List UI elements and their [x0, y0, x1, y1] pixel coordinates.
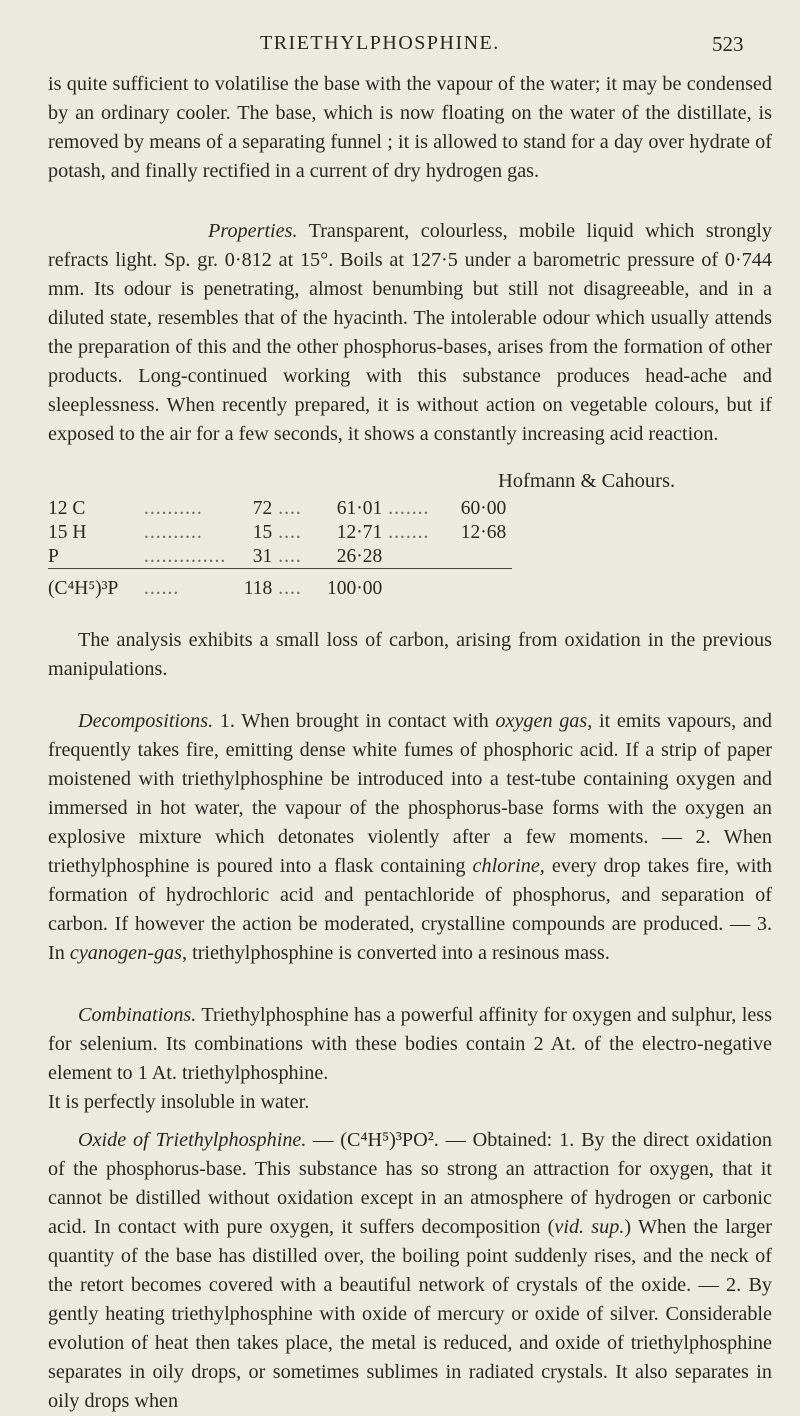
paragraph-properties	[48, 217, 772, 449]
paragraph-preparation: is quite sufficient to volatilise the base with the vapour of the water; it may be condensed by an ordinary cooler. The base, which is now floating on the water of the distillate, is removed by means of a separating funnel ; it is allowed to stand for a day over hydrate of potash, and finally rectified in a current of dry hydrogen gas.	[48, 73, 772, 182]
analysis-total-row	[48, 569, 512, 601]
section-heading-oxide: Oxide of Triethylphosphine.	[78, 1129, 307, 1151]
analysis-table	[48, 496, 512, 600]
page-number: 523	[712, 32, 744, 56]
analysis-row	[48, 496, 512, 520]
leader-dots: ....	[278, 546, 302, 567]
total-percent: 100·00	[312, 569, 388, 601]
found-percent: 60·00	[460, 498, 507, 519]
paragraph-oxide	[48, 1126, 772, 1416]
analysis-row	[48, 520, 512, 544]
leader-dots: .......	[388, 522, 430, 543]
running-head: TRIETHYLPHOSPHINE.	[260, 32, 500, 54]
paragraph-combinations	[48, 1001, 772, 1117]
leader-dots: ....	[278, 522, 302, 543]
atomic-weight: 72	[252, 498, 273, 519]
element: 12 C	[48, 498, 86, 519]
element: P	[48, 546, 59, 567]
page-header	[0, 32, 800, 58]
combinations-text: Triethylphosphine has a powerful affinity for oxygen and sulphur, less for selenium. Its combinations with these bodies contain 2 At. of the electro-negative element to 1 At. triethylphosphine.	[48, 1004, 772, 1084]
empty-cell	[446, 569, 512, 601]
combinations-insoluble-line: It is perfectly insoluble in water.	[48, 1091, 310, 1113]
term-vid-sup: vid. sup.	[554, 1216, 625, 1238]
decompositions-text: , it emits vapours, and frequently takes fire, emitting dense white fumes of phosphoric acid. If a strip of paper moistened with triethylphosphine be introduced into a test-tube containing oxygen and immersed in hot water, the vapour of the phosphorus-base forms with the oxygen an explosive mixture which detonates violently after a few moments. — 2. When triethylphosphine is poured into a flask containing	[48, 710, 772, 877]
calculated-percent: 12·71	[336, 522, 383, 543]
leader-dots: ..........	[144, 522, 203, 543]
paragraph-analysis-note: The analysis exhibits a small loss of carbon, arising from oxidation in the previous manipulations.	[48, 629, 772, 680]
atomic-weight: 15	[252, 522, 273, 543]
term-chlorine: chlorine	[472, 855, 540, 877]
section-heading-properties: Properties.	[208, 220, 298, 242]
atomic-weight: 31	[252, 546, 273, 567]
decompositions-text: , triethylphosphine is converted into a resinous mass.	[182, 942, 610, 964]
analysis-row	[48, 544, 512, 569]
leader-dots	[388, 544, 446, 569]
calculated-percent: 61·01	[336, 498, 383, 519]
decompositions-text: , every drop takes fire, with formation of hydrochloric acid and pentachloride of phosphorus, and separation of carbon. If however the action be moderated, crystalline compounds are produced. — 3. In	[48, 855, 773, 964]
leader-dots: ..........	[144, 498, 203, 519]
term-oxygen-gas: oxygen gas	[495, 710, 588, 732]
oxide-text: — (C⁴H⁵)³PO². — Obtained: 1. By the direct oxidation of the phosphorus-base. This substance has so strong an attraction for oxygen, that it cannot be distilled without oxidation except in an atmosphere of hydrogen or carbonic acid. In contact with pure oxygen, it suffers decomposition (	[48, 1129, 773, 1238]
oxide-text: ) When the larger quantity of the base has distilled over, the boiling point suddenly rises, and the neck of the retort becomes covered with a beautiful network of crystals of the oxide. — 2. By gently heating triethylphosphine with oxide of mercury or oxide of silver. Considerable evolution of heat then takes place, the metal is reduced, and oxide of triethylphosphine separates in oily drops, or sometimes sublimes in radiated crystals. It also separates in oily drops when	[48, 1216, 772, 1412]
term-cyanogen-gas: cyanogen-gas	[69, 942, 182, 964]
calculated-percent: 26·28	[336, 546, 383, 567]
paragraph-decompositions	[48, 707, 772, 968]
leader-dots: .......	[388, 498, 430, 519]
leader-dots: ....	[278, 569, 312, 601]
section-heading-combinations: Combinations.	[78, 1004, 197, 1026]
leader-dots: ....	[278, 498, 302, 519]
formula: (C⁴H⁵)³P	[48, 569, 144, 601]
leader-dots: ..............	[144, 546, 227, 567]
empty-cell	[388, 569, 446, 601]
section-heading-decompositions: Decompositions.	[78, 710, 214, 732]
found-percent	[446, 544, 512, 569]
properties-text: Transparent, colourless, mobile liquid which strongly refracts light. Sp. gr. 0·812 at 15°. Boils at 127·5 under a barometric pressure of 0·744 mm. Its odour is penetrating, almost benumbing but still not disagreeable, and in a diluted state, resembles that of the hyacinth. The intolerable odour which usually attends the preparation of this and the other phosphorus-bases, arises from the formation of other products. Long-continued working with this substance produces head-ache and sleeplessness. When recently prepared, it is without action on vegetable colours, but if exposed to the air for a few seconds, it shows a constantly increasing acid reaction.	[48, 220, 772, 445]
total-weight: 118	[232, 569, 278, 601]
element: 15 H	[48, 522, 87, 543]
leader-dots: ......	[144, 569, 232, 601]
found-percent: 12·68	[460, 522, 507, 543]
analysis-attribution: Hofmann & Cahours.	[498, 470, 676, 492]
decompositions-text: 1. When brought in contact with	[213, 710, 496, 732]
